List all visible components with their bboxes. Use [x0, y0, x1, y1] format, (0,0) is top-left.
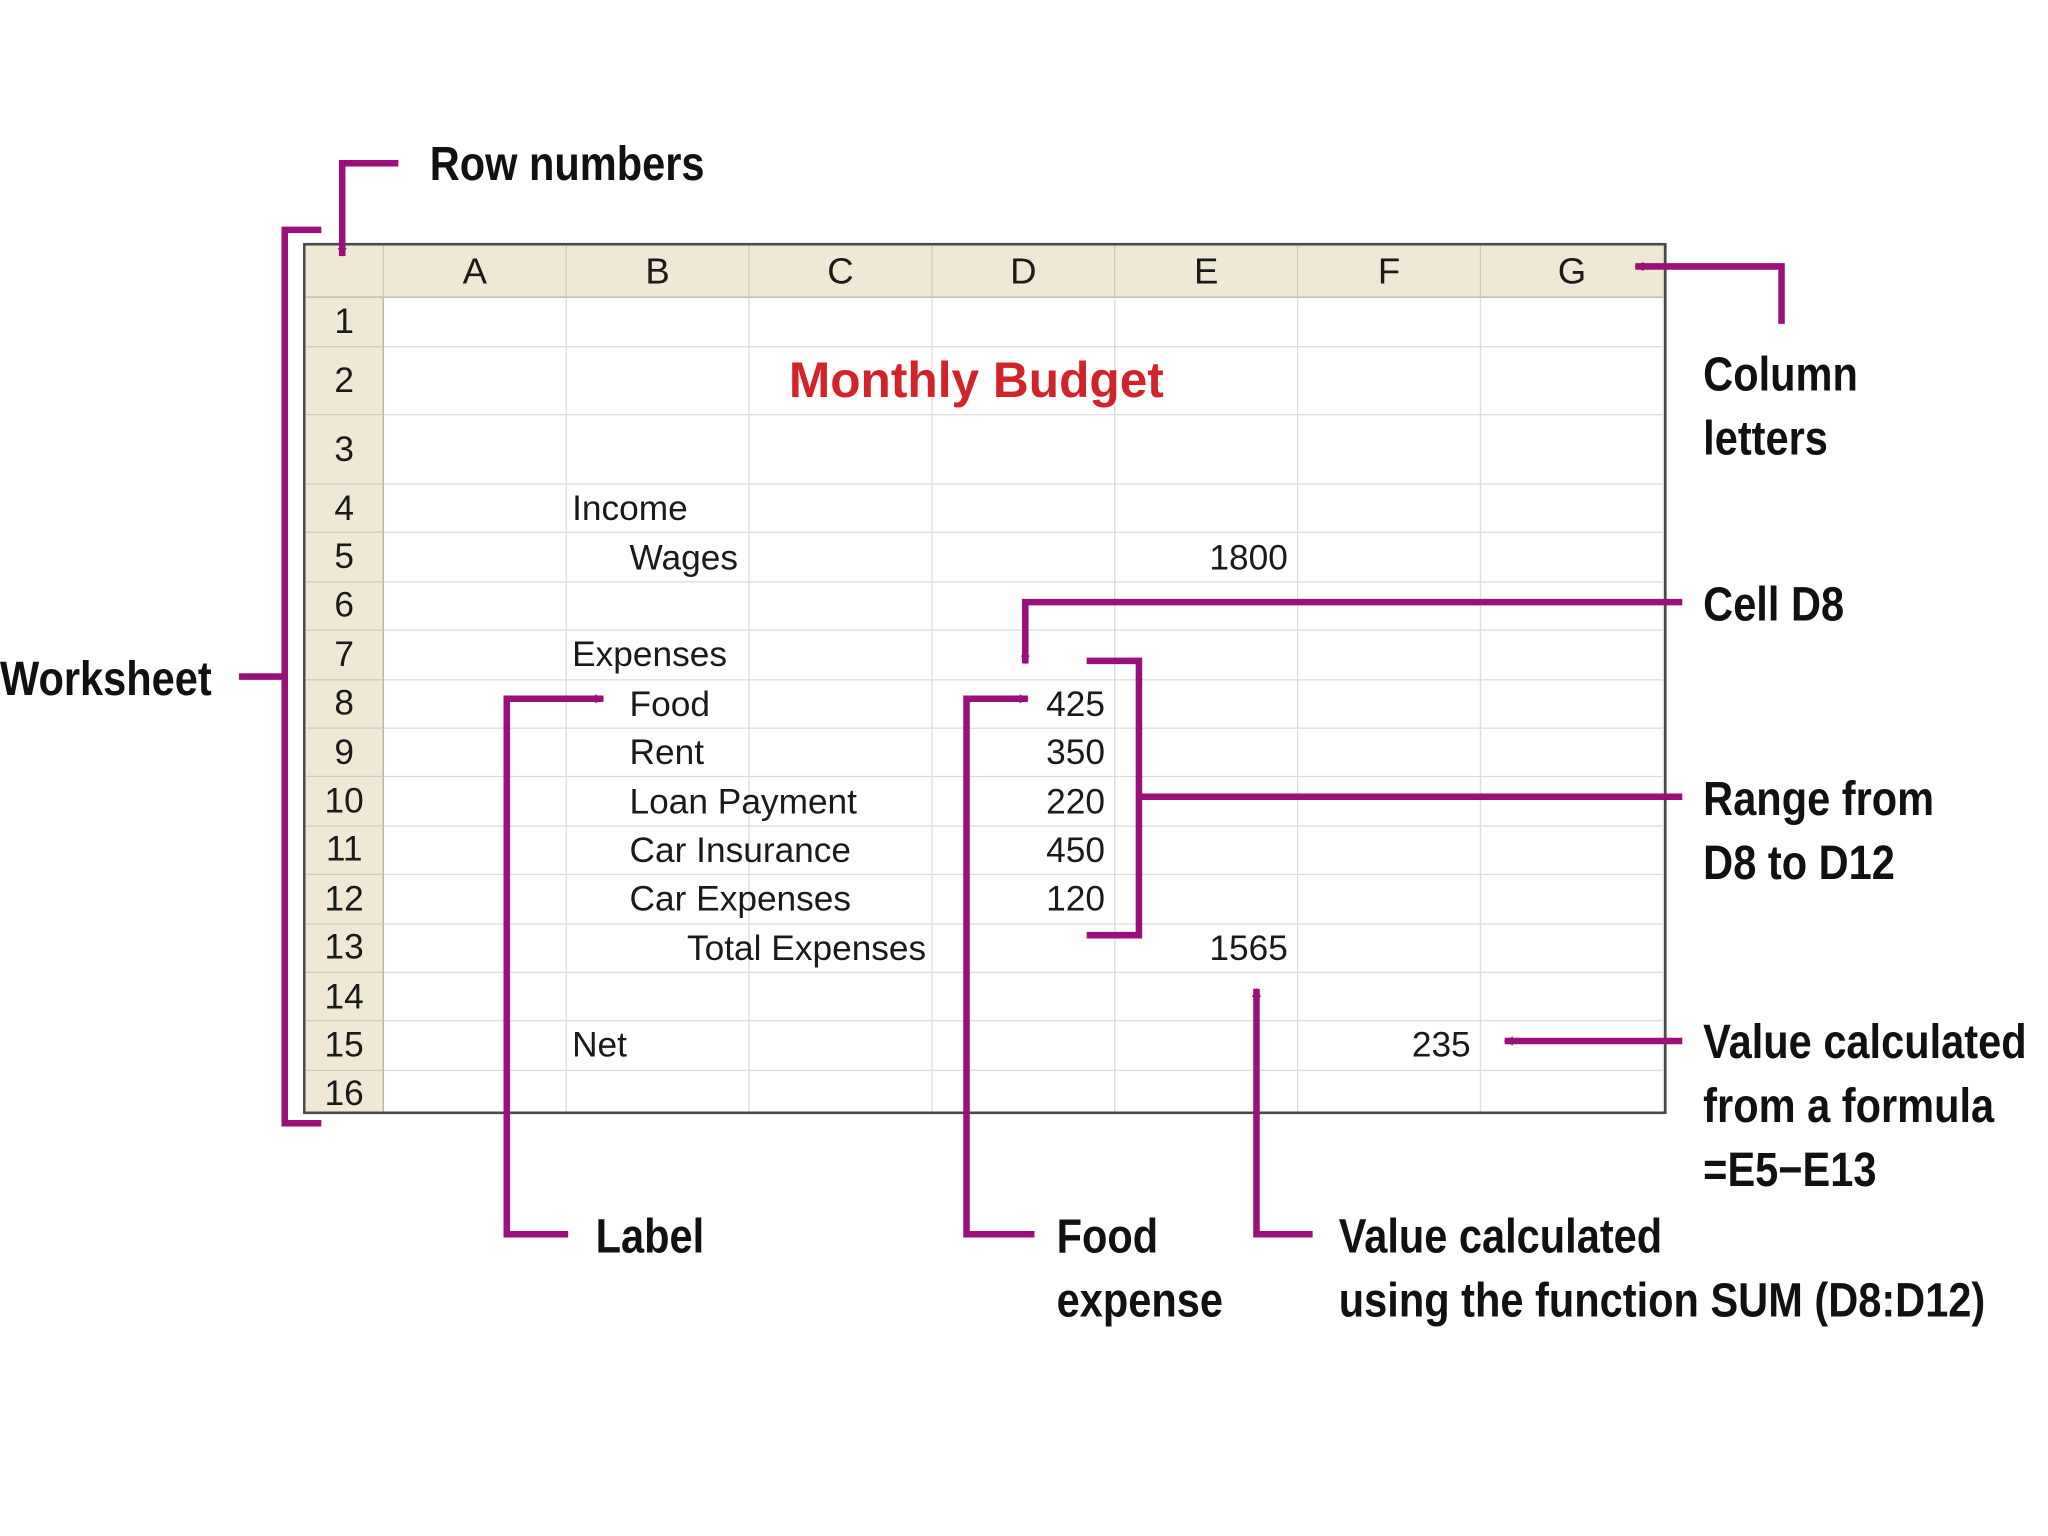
cell-text-b7: Expenses [572, 635, 727, 675]
cell-text-b12: Car Expenses [629, 879, 852, 919]
row-header-1[interactable]: 1 [306, 298, 384, 348]
cell-g14[interactable] [1481, 973, 1664, 1022]
row-header-16[interactable]: 16 [306, 1071, 384, 1115]
cell-a3[interactable] [384, 415, 567, 484]
cell-g5[interactable] [1481, 533, 1664, 582]
cell-e15[interactable] [1115, 1022, 1298, 1071]
row-header-11[interactable]: 11 [306, 826, 384, 875]
cell-f12[interactable] [1298, 875, 1481, 924]
cell-text-d8: 425 [1046, 684, 1105, 724]
cell-a12[interactable] [384, 875, 567, 924]
cell-g3[interactable] [1481, 415, 1664, 484]
cell-g12[interactable] [1481, 875, 1664, 924]
worksheet-grid [303, 243, 1667, 1114]
row-numbers-text: Row numbers [429, 137, 705, 191]
cell-a8[interactable] [384, 680, 567, 729]
cell-text-e13: 1565 [1209, 928, 1288, 968]
cell-f5[interactable] [1298, 533, 1481, 582]
cell-a16[interactable] [384, 1071, 567, 1115]
cell-f16[interactable] [1298, 1071, 1481, 1115]
cell-e6[interactable] [1115, 582, 1298, 631]
row-header-2[interactable]: 2 [306, 347, 384, 415]
cell-a13[interactable] [384, 924, 567, 973]
cell-e12[interactable] [1115, 875, 1298, 924]
callout-row-numbers [430, 132, 705, 196]
cell-g4[interactable] [1481, 485, 1664, 534]
row-header-12[interactable]: 12 [306, 875, 384, 924]
formula-value-line-2: from a formula [1703, 1078, 1995, 1133]
cell-text-b4: Income [572, 488, 688, 528]
cell-e11[interactable] [1115, 826, 1298, 875]
cell-f11[interactable] [1298, 826, 1481, 875]
cell-e8[interactable] [1115, 680, 1298, 729]
cell-f6[interactable] [1298, 582, 1481, 631]
cell-g7[interactable] [1481, 631, 1664, 680]
cell-g10[interactable] [1481, 778, 1664, 827]
cell-f10[interactable] [1298, 778, 1481, 827]
cell-a6[interactable] [384, 582, 567, 631]
range-line-1: Range from [1703, 771, 1935, 826]
callout-food-expense [1057, 1204, 1223, 1332]
callout-formula-value [1703, 1010, 2026, 1202]
cell-d1[interactable] [933, 298, 1116, 348]
cell-e16[interactable] [1115, 1071, 1298, 1115]
cell-f3[interactable] [1298, 415, 1481, 484]
callout-cell-d8 [1703, 572, 1844, 636]
food-expense-line-2: expense [1056, 1273, 1223, 1328]
cell-e9[interactable] [1115, 729, 1298, 778]
cell-g16[interactable] [1481, 1071, 1664, 1115]
food-expense-line-1: Food [1056, 1209, 1159, 1264]
cell-a5[interactable] [384, 533, 567, 582]
callout-worksheet [0, 647, 212, 711]
worksheet-text: Worksheet [0, 651, 212, 706]
row-header-10[interactable]: 10 [306, 778, 384, 827]
cell-e7[interactable] [1115, 631, 1298, 680]
cell-g15[interactable] [1481, 1022, 1664, 1071]
cell-text-f15: 235 [1411, 1025, 1471, 1066]
row-header-14[interactable]: 14 [306, 973, 384, 1022]
formula-value-line-3: =E5−E13 [1703, 1142, 1877, 1197]
column-letters-line-2: letters [1703, 411, 1828, 465]
row-header-6[interactable]: 6 [306, 582, 384, 631]
cell-g11[interactable] [1481, 826, 1664, 875]
column-header-f[interactable]: F [1298, 246, 1481, 298]
cell-a4[interactable] [384, 485, 567, 534]
sheet-title: Monthly Budget [788, 353, 1164, 409]
select-all-corner[interactable] [306, 246, 384, 298]
row-header-13[interactable]: 13 [306, 924, 384, 973]
cell-b16[interactable] [567, 1071, 750, 1115]
cell-text-b5: Wages [629, 537, 738, 577]
callout-label [596, 1204, 705, 1268]
row-header-3[interactable]: 3 [306, 415, 384, 484]
cell-text-d10: 220 [1046, 781, 1105, 821]
cell-a11[interactable] [384, 826, 567, 875]
cell-text-e5: 1800 [1209, 537, 1288, 577]
cell-g13[interactable] [1481, 924, 1664, 973]
row-header-8[interactable]: 8 [306, 680, 384, 729]
cell-a7[interactable] [384, 631, 567, 680]
cell-d6[interactable] [933, 582, 1116, 631]
cell-g6[interactable] [1481, 582, 1664, 631]
sum-value-line-1: Value calculated [1338, 1209, 1663, 1264]
cell-c16[interactable] [750, 1071, 933, 1115]
label-text: Label [595, 1209, 705, 1264]
callout-range [1703, 767, 1934, 895]
column-header-c[interactable]: C [750, 246, 933, 298]
cell-a1[interactable] [384, 298, 567, 348]
cell-c3[interactable] [750, 415, 933, 484]
cell-a10[interactable] [384, 778, 567, 827]
cell-d8-text: Cell D8 [1703, 577, 1845, 631]
cell-text-c13: Total Expenses [687, 928, 927, 968]
range-line-2: D8 to D12 [1703, 835, 1895, 890]
cell-f7[interactable] [1298, 631, 1481, 680]
cell-text-b15: Net [572, 1025, 627, 1066]
cell-e10[interactable] [1115, 778, 1298, 827]
cell-f4[interactable] [1298, 485, 1481, 534]
cell-f14[interactable] [1298, 973, 1481, 1022]
cell-f9[interactable] [1298, 729, 1481, 778]
callout-sum-value [1339, 1204, 1985, 1332]
row-header-9[interactable]: 9 [306, 729, 384, 778]
cell-c1[interactable] [750, 298, 933, 348]
cell-d14[interactable] [933, 973, 1116, 1022]
cell-b1[interactable] [567, 298, 750, 348]
cell-b6[interactable] [567, 582, 750, 631]
cell-f1[interactable] [1298, 298, 1481, 348]
column-header-g[interactable]: G [1481, 246, 1664, 298]
column-header-d[interactable]: D [933, 246, 1116, 298]
column-header-b[interactable]: B [567, 246, 750, 298]
cell-c6[interactable] [750, 582, 933, 631]
column-header-e[interactable]: E [1115, 246, 1298, 298]
row-header-4[interactable]: 4 [306, 485, 384, 534]
cell-text-d12: 120 [1046, 879, 1105, 919]
cell-g9[interactable] [1481, 729, 1664, 778]
cell-a9[interactable] [384, 729, 567, 778]
row-header-15[interactable]: 15 [306, 1022, 384, 1071]
cell-text-b10: Loan Payment [629, 781, 857, 821]
cell-f8[interactable] [1298, 680, 1481, 729]
cell-f13[interactable] [1298, 924, 1481, 973]
cell-g1[interactable] [1481, 298, 1664, 348]
cell-g8[interactable] [1481, 680, 1664, 729]
column-letters-line-1: Column [1703, 347, 1858, 401]
cell-d16[interactable] [933, 1071, 1116, 1115]
cell-e14[interactable] [1115, 973, 1298, 1022]
row-header-7[interactable]: 7 [306, 631, 384, 680]
cell-text-b8: Food [629, 684, 710, 724]
column-header-a[interactable]: A [384, 246, 567, 298]
cell-d3[interactable] [933, 415, 1116, 484]
cell-text-b9: Rent [629, 732, 705, 773]
cell-text-b11: Car Insurance [629, 830, 852, 870]
cell-b14[interactable] [567, 973, 750, 1022]
cell-text-d11: 450 [1046, 830, 1105, 870]
cell-e4[interactable] [1115, 485, 1298, 534]
cell-c14[interactable] [750, 973, 933, 1022]
cell-e1[interactable] [1115, 298, 1298, 348]
sum-value-line-2: using the function SUM (D8:D12) [1338, 1273, 1986, 1328]
cell-text-d9: 350 [1046, 732, 1105, 773]
cell-b3[interactable] [567, 415, 750, 484]
callout-column-letters [1703, 342, 1858, 470]
row-header-5[interactable]: 5 [306, 533, 384, 582]
cell-a14[interactable] [384, 973, 567, 1022]
formula-value-line-1: Value calculated [1703, 1014, 2027, 1069]
cell-a15[interactable] [384, 1022, 567, 1071]
cell-e3[interactable] [1115, 415, 1298, 484]
